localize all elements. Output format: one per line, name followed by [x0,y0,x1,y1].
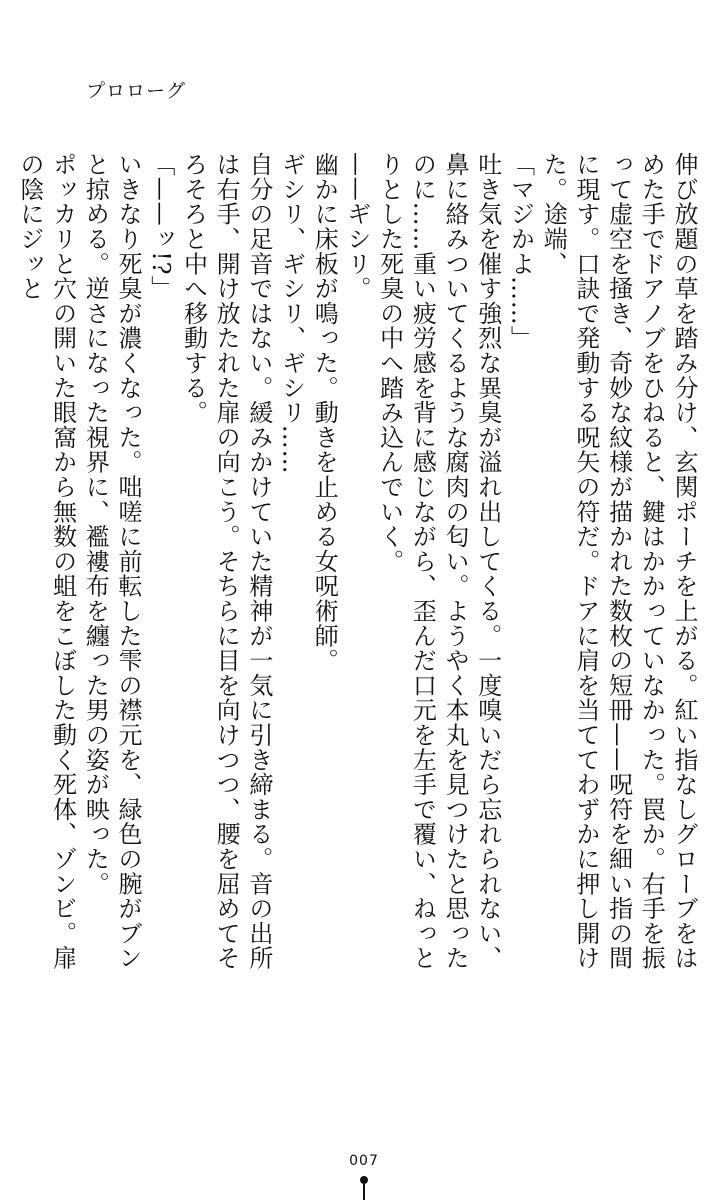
paragraph: ギシリ、ギシリ、ギシリ…… [277,152,306,475]
paragraph: いきなり死臭が濃くなった。咄嗟に前転した雫の襟元を、緑色の腕がブンと掠める。逆さになった視界に、襤褸布を纏った男の姿が映った。 [81,152,143,971]
paragraph: 吐き気を催す強烈な異臭が溢れ出してくる。一度嗅いだら忘れられない、鼻に絡みついてくるような腐肉の匂い。ようやく本丸を見つけたと思ったのに……重い疲労感を背に感じながら、歪んだ口元を左手で覆い、ねっとりとした死臭の中へ踏み込んでいく。 [375,152,502,971]
chapter-title: プロローグ [86,80,187,102]
page-mark-dot [360,1176,368,1184]
paragraph: 「マジかよ……」 [506,152,535,351]
page-number: 007 [349,1153,379,1169]
paragraph: 「——ッ!?」 [146,152,175,301]
page-mark-line [363,1184,365,1200]
body-text [15,152,700,982]
paragraph: 自分の足音ではない。緩みかけていた精神が一気に引き締まる。音の出所は右手、開け放たれた扉の向こう。そちらに目を向けつつ、腰を屈めてそろそろと中へ移動する。 [179,152,273,971]
paragraph: ポッカリと穴の開いた眼窩から無数の蛆をこぼした動く死体、ゾンビ。扉の陰にジッと [15,152,77,971]
paragraph: 幽かに床板が鳴った。動きを止める女呪術師。 [310,152,339,673]
paragraph: ——ギシリ。 [342,152,371,301]
paragraph: 伸び放題の草を踏み分け、玄関ポーチを上がる。紅い指なしグローブをはめた手でドアノブをひねると、鍵はかかっていなかった。罠か。右手を振って虚空を掻き、奇妙な紋様が描かれた数枚の短冊——呪符を細い指の間に現す。口訣で発動する呪矢の符だ。ドアに肩を当ててわずかに押し開けた。途端、 [539,152,698,971]
